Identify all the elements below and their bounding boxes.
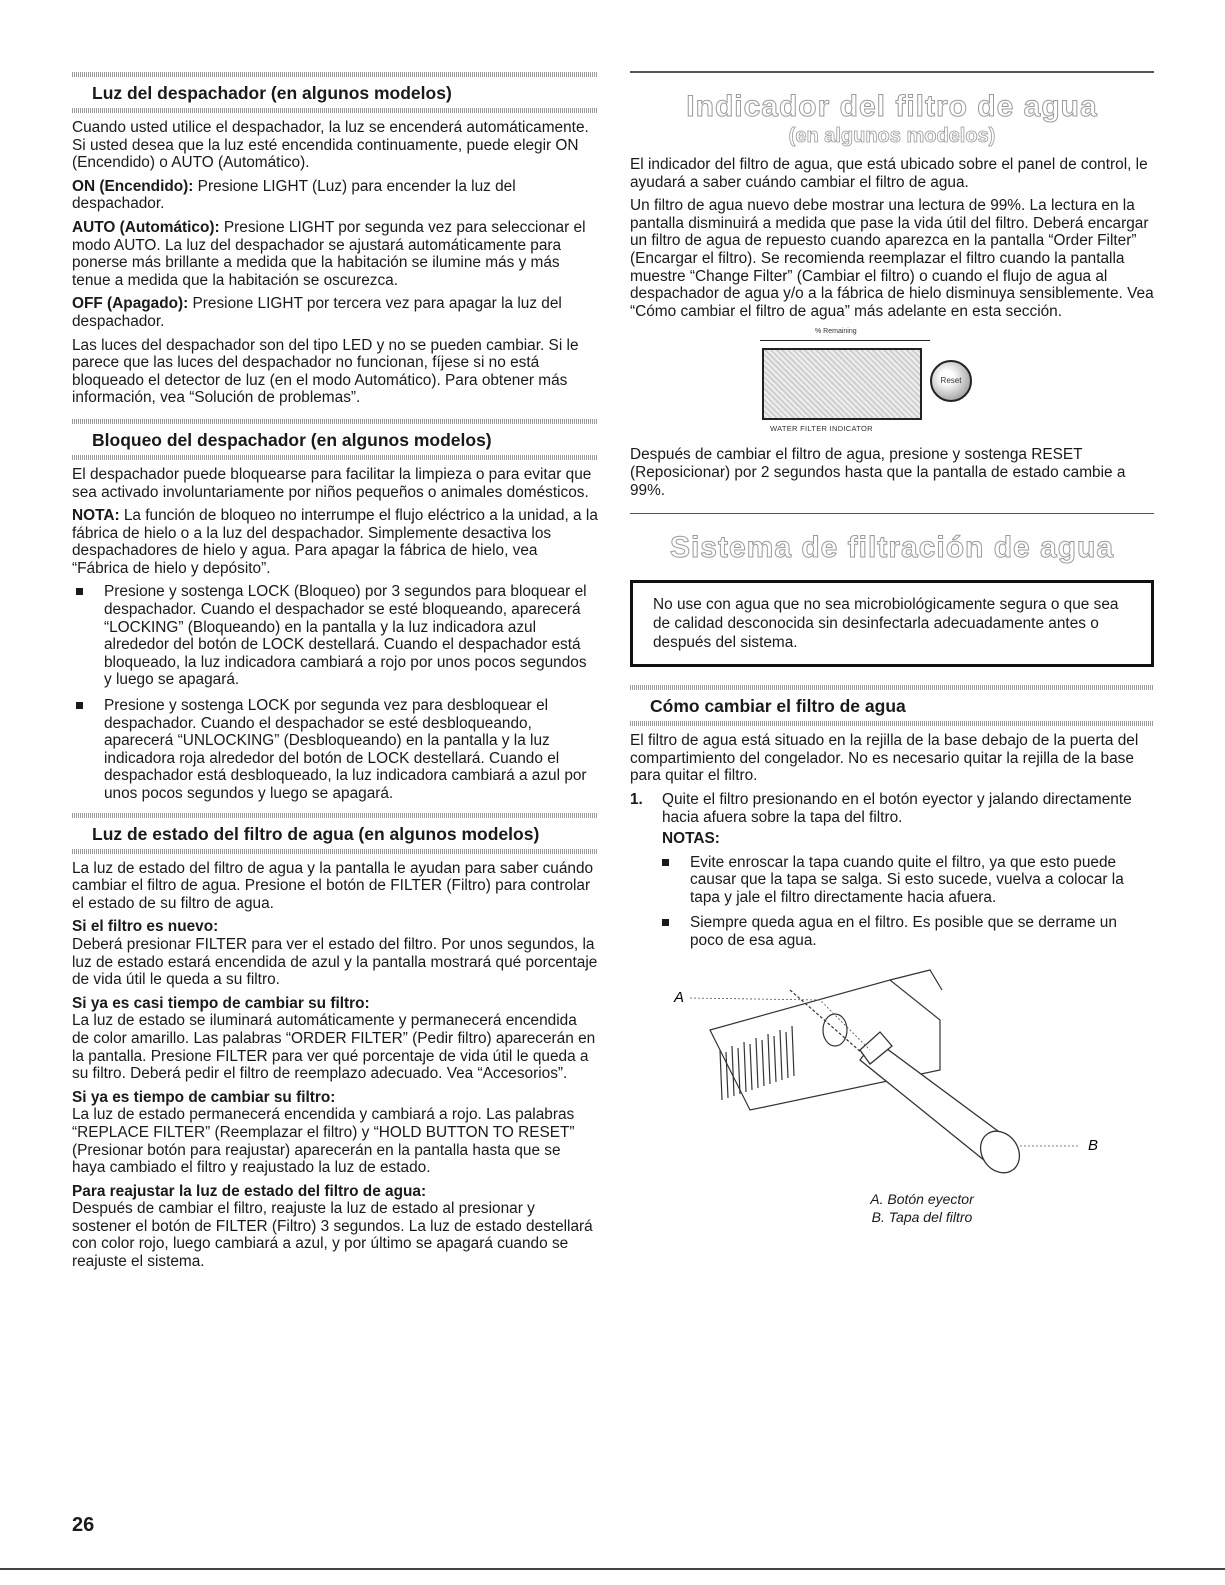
caption-b: B. Tapa del filtro	[871, 1208, 973, 1225]
caption-a: A. Botón eyector	[870, 1190, 974, 1207]
filter-illustration	[630, 960, 1154, 1190]
bullet-square-icon	[662, 859, 669, 866]
paragraph: NOTA: La función de bloqueo no interrumpe el flujo eléctrico a la unidad, a la fábrica de hielo o a la luz del despachador. Simplemente desactiva los despachadores de hielo y agua. Para apagar la fábrica de hielo, vea “Fábrica de hielo y depósito”.	[72, 507, 598, 577]
steps-list	[630, 791, 1154, 950]
figure-rule	[760, 340, 930, 341]
section-title: Cómo cambiar el filtro de agua	[650, 696, 906, 717]
right-column	[630, 66, 1154, 1226]
subheading: Si ya es casi tiempo de cambiar su filtro:	[72, 994, 370, 1012]
section-rule	[72, 455, 598, 460]
callout-b: B	[1088, 1136, 1099, 1154]
section-rule	[72, 419, 598, 424]
section-header-change-filter	[630, 685, 1154, 726]
step-item: 1. Quite el filtro presionando en el botón eyector y jalando directamente hacia afuera sobre la tapa del filtro. NOTAS: Evite enroscar la tapa cuando quite el filtro, ya que esto puede causar que la tapa se salga. Si esto sucede, vuelva a colocar la tapa y jale el filtro directamente hacia afuera. Siempre queda agua en el filtro. Es posible que se derrame un poco de esa agua.	[630, 791, 1154, 950]
term-label: ON (Encendido):	[72, 177, 194, 195]
paragraph: El indicador del filtro de agua, que está ubicado sobre el panel de control, le ayudará a saber cuándo cambiar el filtro de agua.	[630, 156, 1148, 191]
section-title: Bloqueo del despachador (en algunos modelos)	[92, 429, 492, 450]
paragraph: Después de cambiar el filtro de agua, presione y sostenga RESET (Reposicionar) por 2 segundos hasta que la pantalla de estado cambie a 99%.	[630, 446, 1126, 499]
callout-a: A	[674, 988, 685, 1006]
section-rule	[72, 849, 598, 854]
section-rule	[72, 108, 598, 113]
section-subtitle: (en algunos modelos)	[788, 125, 996, 147]
list-item: Presione y sostenga LOCK por segunda vez para desbloquear el despachador. Cuando el despachador se esté desbloqueando, aparecerá “UNLOCKING” (Desbloqueando) en la pantalla y la luz indicadora roja alrededor del botón de LOCK destellará. Cuando el despachador está desbloqueado, la luz indicadora cambiará a azul por unos pocos segundos y luego se apagará.	[72, 697, 598, 803]
subheading: Si ya es tiempo de cambiar su filtro:	[72, 1088, 336, 1106]
paragraph: El filtro de agua está situado en la rejilla de la base debajo de la puerta del compartimiento del congelador. No es necesario quitar la rejilla de la base para quitar el filtro.	[630, 732, 1139, 785]
subheading: Si el filtro es nuevo:	[72, 918, 219, 936]
indicator-display	[762, 348, 922, 420]
note-label: NOTA:	[72, 507, 120, 525]
water-filter-indicator-figure	[630, 328, 1154, 432]
warning-text: No use con agua que no sea microbiológicamente segura o que sea de calidad desconocida sin desinfectarla adecuadamente antes o después del sistema.	[653, 596, 1119, 652]
section-rule	[72, 72, 598, 77]
section-header-dispenser-lock	[72, 419, 598, 460]
paragraph: OFF (Apagado): Presione LIGHT por tercera vez para apagar la luz del despachador.	[72, 295, 562, 330]
paragraph: Después de cambiar el filtro, reajuste la luz de estado al presionar y sostener el botón de FILTER (Filtro) 3 segundos. La luz de estado destellará con color rojo, luego cambiará a azul, y por último se apagará cuando se reajuste el sistema.	[72, 1200, 593, 1271]
section-title: Luz de estado del filtro de agua (en algunos modelos)	[92, 823, 540, 844]
paragraph: Cuando usted utilice el despachador, la luz se encenderá automáticamente. Si usted desea que la luz esté encendida continuamente, puede elegir ON (Encendido) o AUTO (Automático).	[72, 119, 589, 172]
warning-box	[630, 580, 1154, 667]
notes-heading: NOTAS:	[662, 830, 720, 848]
section-rule	[630, 513, 1154, 514]
section-header-filter-status-light	[72, 813, 598, 854]
remaining-label: % Remaining	[815, 328, 857, 336]
page-bottom-rule	[0, 1568, 1225, 1570]
section-title: Luz del despachador (en algunos modelos)	[92, 83, 452, 103]
bullet-square-icon	[76, 588, 83, 595]
paragraph: El despachador puede bloquearse para facilitar la limpieza o para evitar que sea activado involuntariamente por niños pequeños o animales domésticos.	[72, 465, 592, 501]
paragraph: Las luces del despachador son del tipo LED y no se pueden cambiar. Si le parece que las luces del despachador no funcionan, fíjese si no está bloqueado el detector de luz (en el modo Automático). Para obtener más información, vea “Solución de problemas”.	[72, 336, 579, 407]
paragraph: La luz de estado permanecerá encendida y cambiará a rojo. Las palabras “REPLACE FILTER” (Reemplazar el filtro) y “HOLD BUTTON TO RESET” (Presionar botón para reajustar) aparecerán en la pantalla hasta que se haya cambiado el filtro y reajustado la luz de estado.	[72, 1106, 575, 1177]
bullet-list	[658, 854, 1154, 950]
section-title: Indicador del filtro de agua	[686, 90, 1098, 123]
paragraph: Deberá presionar FILTER para ver el estado del filtro. Por unos segundos, la luz de estado estará encendida de azul y la pantalla mostrará qué porcentaje de vida útil le queda a su filtro.	[72, 935, 598, 989]
list-item: Evite enroscar la tapa cuando quite el filtro, ya que esto puede causar que la tapa se salga. Si esto sucede, vuelva a colocar la tapa y jale el filtro directamente hacia afuera.	[658, 854, 1154, 907]
section-title: Sistema de filtración de agua	[669, 531, 1115, 565]
bullet-list	[72, 583, 598, 802]
section-rule	[630, 71, 1154, 73]
bullet-square-icon	[76, 702, 83, 709]
step-number: 1.	[630, 790, 643, 808]
filter-removal-figure	[630, 960, 1154, 1190]
figure-caption	[690, 1190, 1154, 1226]
list-item: Siempre queda agua en el filtro. Es posible que se derrame un poco de esa agua.	[658, 914, 1154, 949]
paragraph: La luz de estado se iluminará automáticamente y permanecerá encendida de color amarillo. Las palabras “ORDER FILTER” (Pedir filtro) aparecerán en la pantalla. Presione FILTER para ver qué porcentaje de vida útil le queda a su filtro. Deberá pedir el filtro de reemplazo adecuado. Vea “Accesorios”.	[72, 1012, 596, 1083]
bullet-square-icon	[662, 919, 669, 926]
paragraph: AUTO (Automático): Presione LIGHT por segunda vez para seleccionar el modo AUTO. La luz del despachador se ajustará automáticamente para ponerse más brillante a medida que la habitación se ilumine más y más tenue a medida que la habitación se oscurezca.	[72, 218, 586, 289]
term-label: OFF (Apagado):	[72, 295, 189, 313]
section-rule	[72, 813, 598, 818]
section-rule	[630, 721, 1154, 726]
reset-button-icon: Reset	[930, 360, 972, 402]
page-number: 26	[72, 1514, 95, 1536]
figure-caption: WATER FILTER INDICATOR	[770, 424, 873, 434]
term-label: AUTO (Automático):	[72, 218, 220, 236]
paragraph: ON (Encendido): Presione LIGHT (Luz) para encender la luz del despachador.	[72, 177, 516, 213]
paragraph: La luz de estado del filtro de agua y la pantalla le ayudan para saber cuándo cambiar el filtro de agua. Presione el botón de FILTER (Filtro) para controlar el estado de su filtro de agua.	[72, 859, 594, 912]
list-item: Presione y sostenga LOCK (Bloqueo) por 3 segundos para bloquear el despachador. Cuando el despachador se esté bloqueando, aparecerá “LOCKING” (Bloqueando) en la pantalla y la luz indicadora azul alrededor del botón de LOCK destellará. Cuando el despachador está bloqueado, la luz indicadora cambiará a rojo por unos pocos segundos y luego se apagará.	[72, 583, 598, 689]
left-column	[72, 66, 598, 1277]
section-header-dispenser-light	[72, 72, 598, 113]
paragraph: Un filtro de agua nuevo debe mostrar una lectura de 99%. La lectura en la pantalla disminuirá a medida que pase la vida útil del filtro. Deberá encargar un filtro de agua de repuesto cuando aparezca en la pantalla “Order Filter” (Encargar el filtro). Se recomienda reemplazar el filtro cuando la pantalla muestre “Change Filter” (Cambiar el filtro) o cuando el flujo de agua al despachador de agua y/o a la fábrica de hielo disminuya sensiblemente. Vea “Cómo cambiar el filtro de agua” más adelante en esta sección.	[630, 197, 1154, 320]
subheading: Para reajustar la luz de estado del filtro de agua:	[72, 1182, 427, 1200]
section-rule	[630, 685, 1154, 690]
